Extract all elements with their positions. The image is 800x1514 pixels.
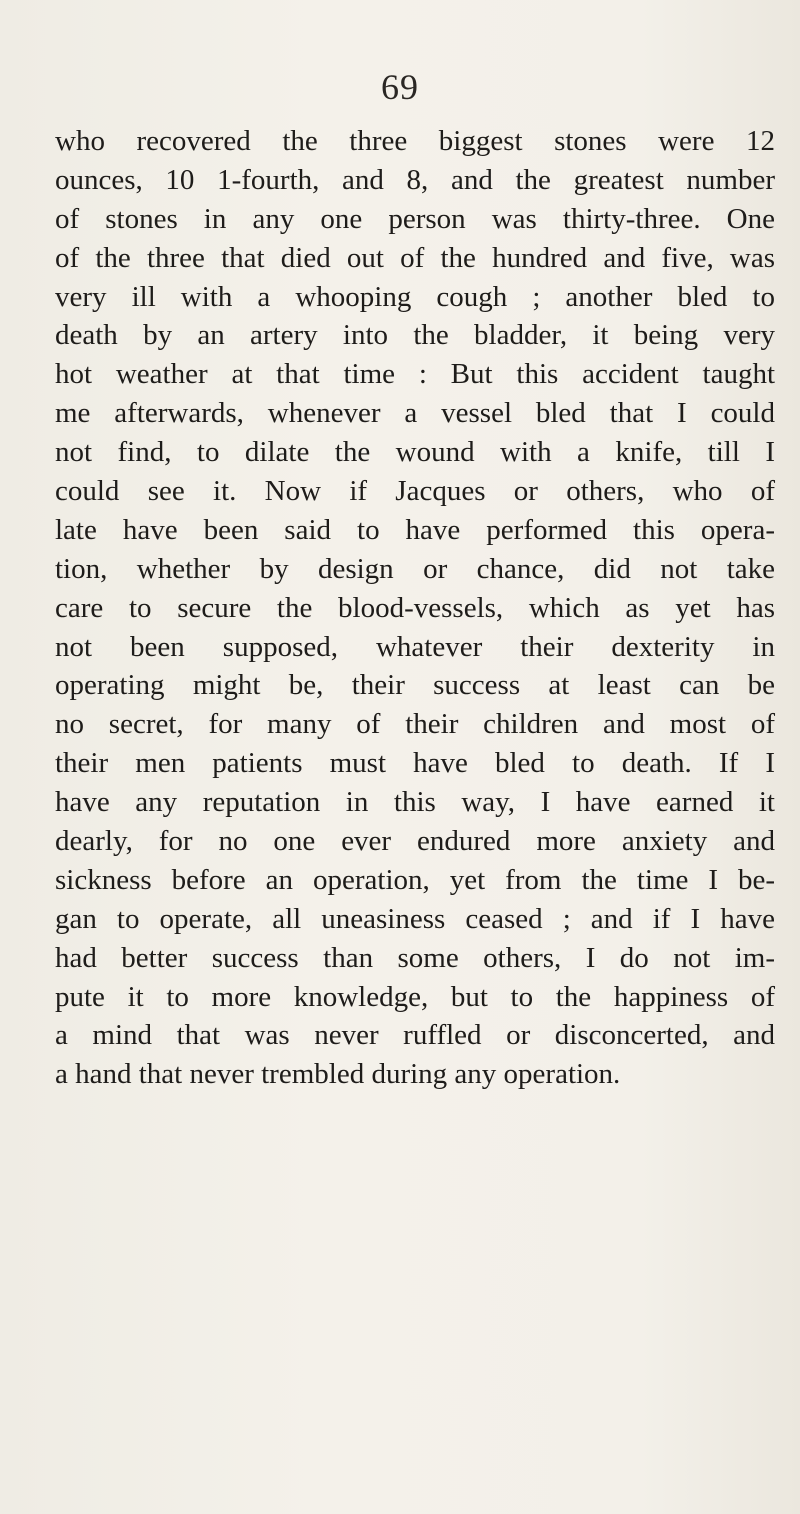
text-line: tion, whether by design or chance, did not take — [55, 552, 775, 585]
text-line: a mind that was never ruffled or disconcerted, and — [55, 1019, 775, 1052]
text-line: of the three that died out of the hundred and five, was — [55, 241, 775, 274]
text-line: ounces, 10 1-fourth, and 8, and the greatest number — [55, 163, 775, 196]
text-line: of stones in any one person was thirty-three. One — [55, 202, 775, 235]
text-line: sickness before an operation, yet from the time I be- — [55, 863, 775, 896]
text-line: late have been said to have performed this opera- — [55, 513, 775, 546]
text-line: gan to operate, all uneasiness ceased ; and if I have — [55, 902, 775, 935]
text-line: could see it. Now if Jacques or others, who of — [55, 475, 775, 508]
text-line: not find, to dilate the wound with a knife, till I — [55, 436, 775, 469]
text-line: death by an artery into the bladder, it being very — [55, 319, 775, 352]
text-line: pute it to more knowledge, but to the happiness of — [55, 980, 775, 1013]
text-line: no secret, for many of their children and most of — [55, 708, 775, 741]
text-line: dearly, for no one ever endured more anxiety and — [55, 825, 775, 858]
page-number: 69 — [381, 67, 419, 107]
text-line: a hand that never trembled during any operation. — [55, 1058, 621, 1091]
text-line: their men patients must have bled to death. If I — [55, 747, 775, 780]
text-line: hot weather at that time : But this accident taught — [55, 358, 775, 391]
text-line: had better success than some others, I do not im- — [55, 941, 775, 974]
text-line: not been supposed, whatever their dexterity in — [55, 630, 775, 663]
text-line: have any reputation in this way, I have earned it — [55, 786, 775, 819]
text-line: who recovered the three biggest stones were 12 — [55, 125, 775, 157]
text-line: care to secure the blood-vessels, which as yet has — [55, 591, 775, 624]
text-line: me afterwards, whenever a vessel bled that I could — [55, 397, 775, 430]
text-line: very ill with a whooping cough ; another bled to — [55, 280, 775, 313]
body-text — [55, 122, 775, 1094]
text-line: operating might be, their success at least can be — [55, 669, 775, 702]
